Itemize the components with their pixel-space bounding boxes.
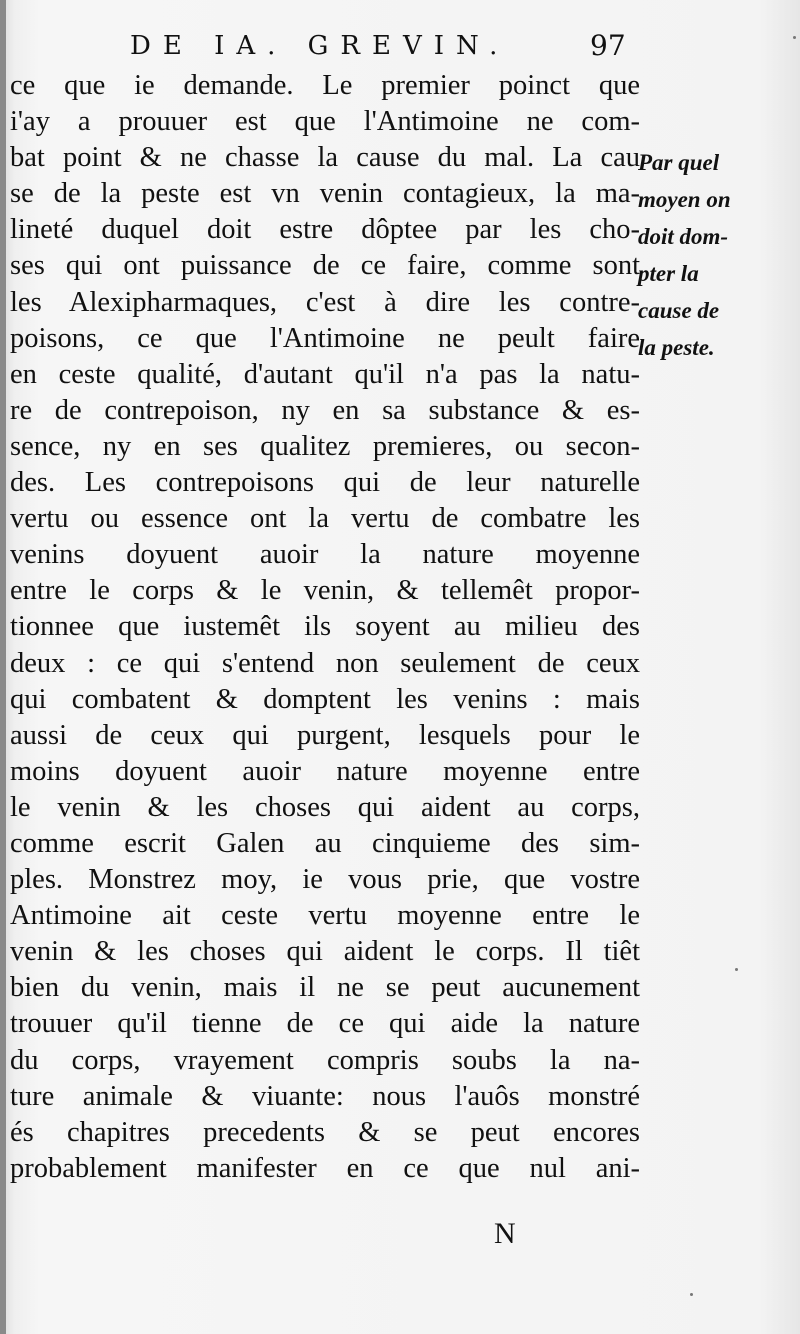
- paper-speck: [793, 36, 796, 39]
- text-line: comme escrit Galen au cinquieme des sim-: [10, 827, 640, 859]
- text-line: probablement manifester en ce que nul ani-: [10, 1152, 640, 1184]
- margin-note-line: la peste.: [638, 335, 715, 360]
- margin-note-line: moyen on: [638, 187, 731, 212]
- signature-mark: N: [494, 1217, 516, 1250]
- text-line: sence, ny en ses qualitez premieres, ou secon-: [10, 430, 640, 462]
- text-line: ture animale & viuante: nous l'auôs monstré: [10, 1080, 640, 1112]
- margin-note-line: Par quel: [638, 150, 720, 175]
- paper-speck: [735, 968, 738, 971]
- running-head: DE IA. GREVIN.: [130, 31, 510, 61]
- text-line: en ceste qualité, d'autant qu'il n'a pas la natu-: [10, 358, 640, 390]
- text-line: tionnee que iustemêt ils soyent au milieu des: [10, 611, 640, 643]
- margin-note-line: pter la: [638, 261, 699, 286]
- text-line: poisons, ce que l'Antimoine ne peult faire: [10, 322, 640, 354]
- text-line: venins doyuent auoir la nature moyenne: [10, 539, 640, 571]
- text-line: vertu ou essence ont la vertu de combatre les: [10, 503, 640, 535]
- margin-note-line: cause de: [638, 298, 720, 323]
- text-line: les Alexipharmaques, c'est à dire les contre-: [10, 286, 640, 318]
- text-line: moins doyuent auoir nature moyenne entre: [10, 755, 640, 787]
- text-line: ples. Monstrez moy, ie vous prie, que vostre: [10, 864, 640, 896]
- text-line: qui combatent & domptent les venins : mais: [10, 683, 640, 715]
- text-line: aussi de ceux qui purgent, lesquels pour le: [10, 719, 640, 751]
- margin-note: [638, 144, 798, 366]
- text-line: se de la peste est vn venin contagieux, la ma-: [10, 178, 640, 210]
- text-line: lineté duquel doit estre dôptee par les cho-: [10, 214, 640, 246]
- text-line: bien du venin, mais il ne se peut aucunement: [10, 972, 640, 1004]
- margin-note-line: doit dom-: [638, 224, 729, 249]
- text-line: deux : ce qui s'entend non seulement de ceux: [10, 647, 640, 679]
- text-line: ses qui ont puissance de ce faire, comme sont: [10, 250, 640, 282]
- text-line: du corps, vrayement compris soubs la na-: [10, 1044, 640, 1076]
- text-line: Antimoine ait ceste vertu moyenne entre le: [10, 900, 640, 932]
- text-line: re de contrepoison, ny en sa substance & es-: [10, 394, 640, 426]
- body-text: [10, 68, 640, 1187]
- text-line: venin & les choses qui aident le corps. Il tiêt: [10, 936, 640, 968]
- text-line: entre le corps & le venin, & tellemêt propor-: [10, 575, 640, 607]
- text-line: trouuer qu'il tienne de ce qui aide la nature: [10, 1008, 640, 1040]
- text-line: bat point & ne chasse la cause du mal. La cau: [10, 142, 640, 174]
- text-line: és chapitres precedents & se peut encores: [10, 1116, 640, 1148]
- gutter-shadow: [0, 0, 6, 1334]
- paper-speck: [690, 1293, 693, 1296]
- page-number: 97: [590, 29, 626, 62]
- text-line: ce que ie demande. Le premier poinct que: [10, 70, 640, 101]
- text-line: des. Les contrepoisons qui de leur naturelle: [10, 467, 640, 499]
- text-line: i'ay a prouuer est que l'Antimoine ne com-: [10, 106, 640, 138]
- text-line: le venin & les choses qui aident au corps,: [10, 791, 640, 823]
